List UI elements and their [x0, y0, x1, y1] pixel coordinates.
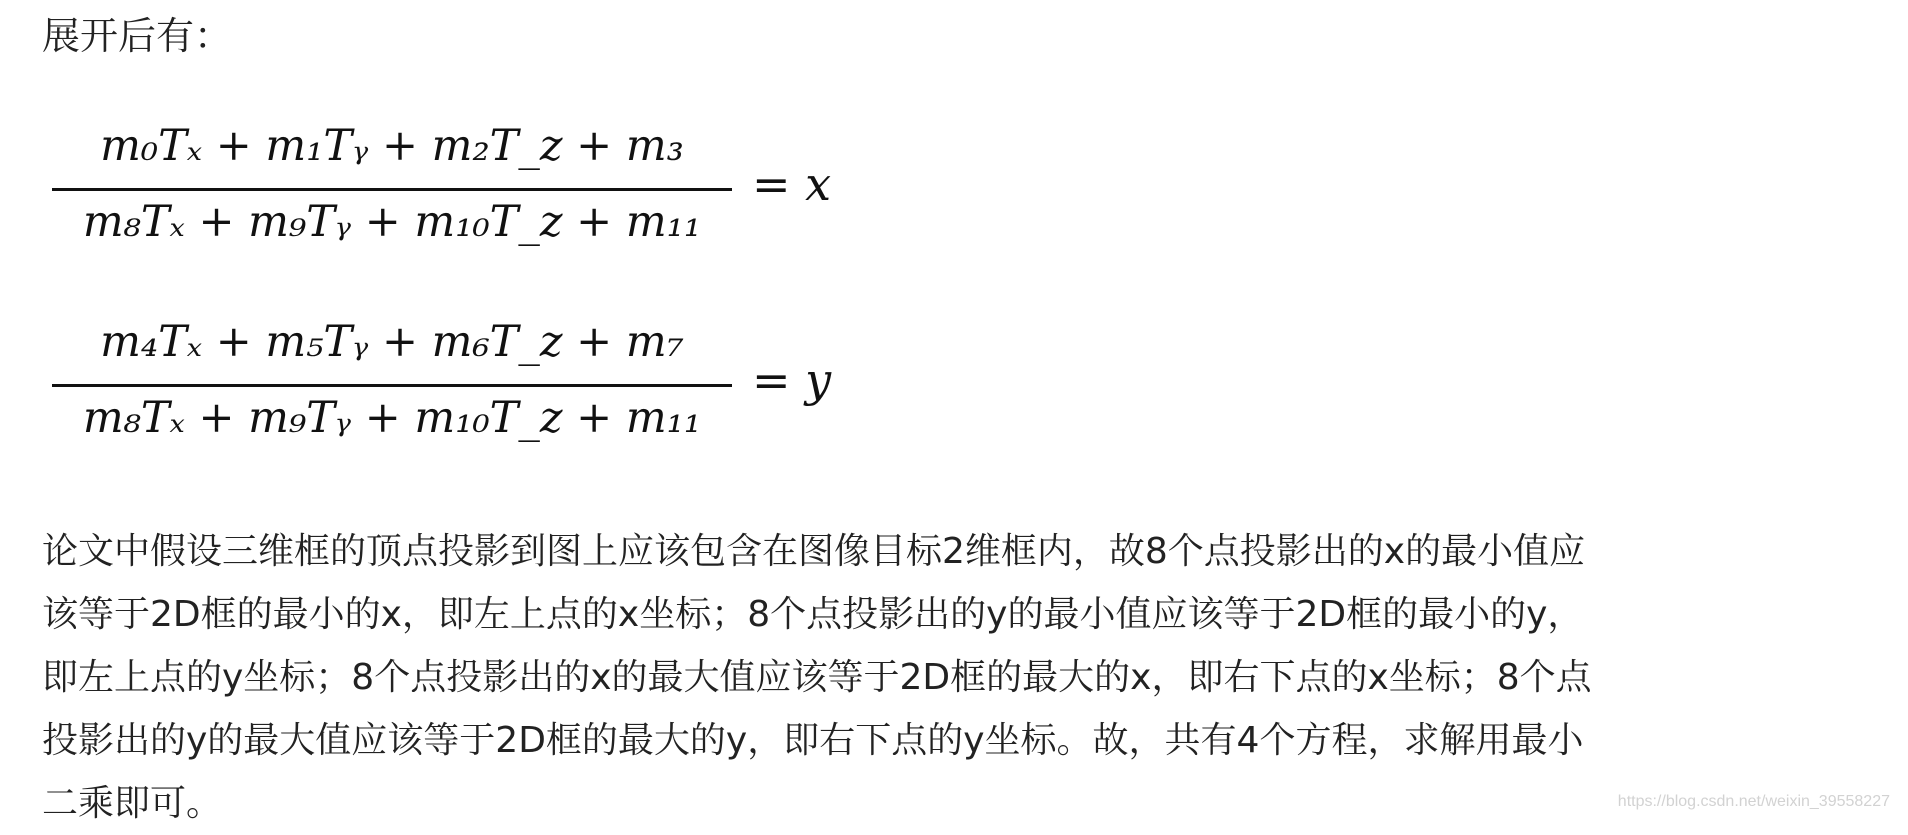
fraction: [52, 112, 732, 252]
intro-text: 展开后有：: [42, 14, 233, 58]
equation-denominator: m₈Tₓ + m₉Tᵧ + m₁₀T_z + m₁₁: [82, 197, 702, 247]
paragraph-line: 即左上点的y坐标；8个点投影出的x的最大值应该等于2D框的最大的x，即右下点的x坐标；8个点: [42, 657, 1592, 698]
watermark: https://blog.csdn.net/weixin_39558227: [1617, 793, 1890, 810]
equation-rhs: = y: [752, 353, 832, 407]
equation-numerator: m₄Tₓ + m₅Tᵧ + m₆T_z + m₇: [100, 317, 684, 367]
fraction: [52, 308, 732, 448]
explanation-paragraph: [42, 520, 1742, 835]
paragraph-line: 投影出的y的最大值应该等于2D框的最大的y，即右下点的y坐标。故，共有4个方程，求解用最小: [42, 720, 1584, 761]
equation-y: [52, 308, 852, 458]
equation-x: [52, 112, 852, 262]
paragraph-line: 论文中假设三维框的顶点投影到图上应该包含在图像目标2维框内，故8个点投影出的x的最小值应: [42, 531, 1586, 572]
paragraph-line: 该等于2D框的最小的x，即左上点的x坐标；8个点投影出的y的最小值应该等于2D框的最小的y，: [42, 594, 1584, 635]
equation-rhs: = x: [752, 157, 832, 211]
equation-numerator: m₀Tₓ + m₁Tᵧ + m₂T_z + m₃: [100, 121, 684, 171]
fraction-bar: [52, 384, 732, 387]
paragraph-line: 二乘即可。: [42, 783, 223, 824]
fraction-bar: [52, 188, 732, 191]
equation-denominator: m₈Tₓ + m₉Tᵧ + m₁₀T_z + m₁₁: [82, 393, 702, 443]
